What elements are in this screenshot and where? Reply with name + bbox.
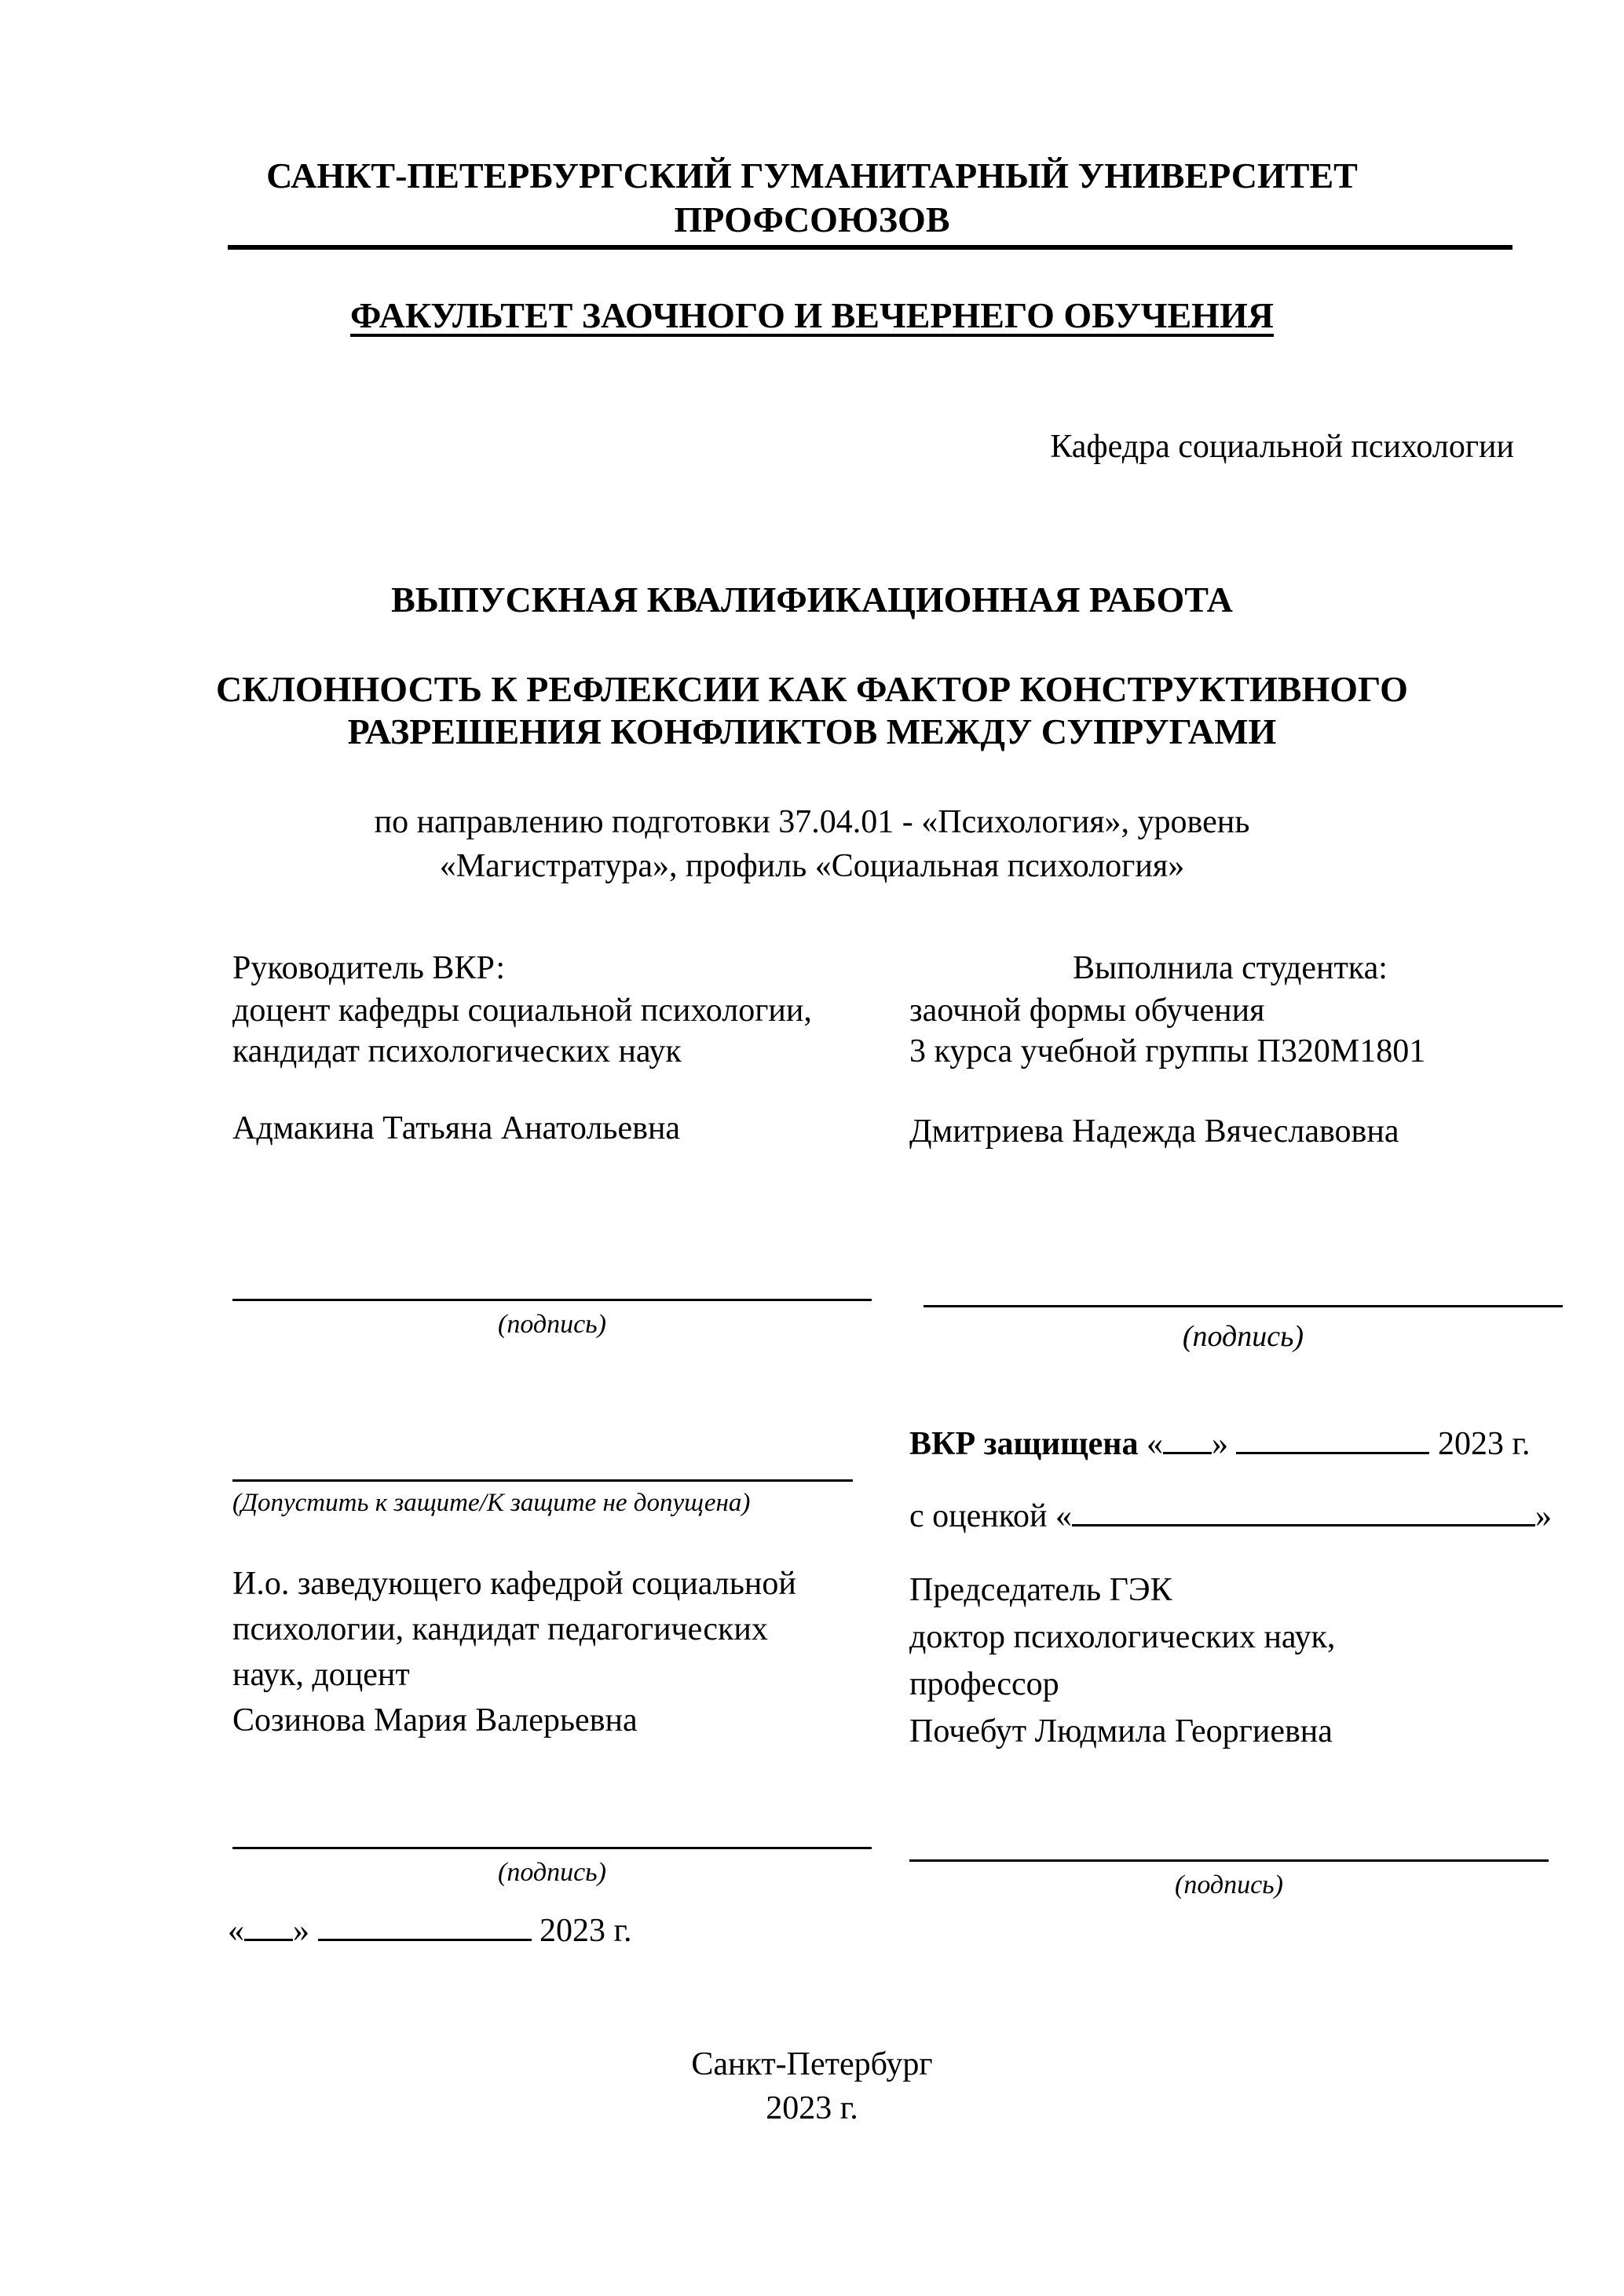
footer-city: Санкт-Петербург: [691, 2046, 933, 2082]
supervisor-heading: Руководитель ВКР:: [232, 950, 506, 986]
defense-date-open-quote: «: [1146, 1426, 1163, 1462]
admission-month-field[interactable]: [318, 1910, 532, 1941]
student-line1: заочной формы обучения: [909, 993, 1265, 1029]
student-name: Дмитриева Надежда Вячеславовна: [909, 1113, 1399, 1150]
commission-chair-line1: Председатель ГЭК: [909, 1572, 1172, 1608]
faculty-name-text: ФАКУЛЬТЕТ ЗАОЧНОГО И ВЕЧЕРНЕГО ОБУЧЕНИЯ: [350, 295, 1274, 335]
department-head-line3: наук, доцент: [232, 1657, 410, 1693]
department-name: Кафедра социальной психологии: [1050, 429, 1514, 465]
student-line2: 3 курса учебной группы П320М1801: [909, 1033, 1426, 1069]
footer-year: 2023 г.: [766, 2090, 858, 2126]
supervisor-position-line1: доцент кафедры социальной психологии,: [232, 993, 812, 1029]
grade-label: с оценкой «: [909, 1498, 1072, 1534]
supervisor-signature-caption: (подпись): [498, 1310, 606, 1339]
commission-chair-line3: профессор: [909, 1666, 1059, 1702]
commission-chair-line2: доктор психологических наук,: [909, 1619, 1336, 1655]
department-head-name: Созинова Мария Валерьевна: [232, 1702, 638, 1738]
defense-label: ВКР защищена: [909, 1426, 1139, 1462]
university-name-line2: ПРОФСОЮЗОВ: [674, 199, 950, 239]
commission-chair-signature-line[interactable]: [909, 1859, 1549, 1862]
supervisor-name: Адмакина Татьяна Анатольевна: [232, 1110, 681, 1146]
department-head-signature-caption: (подпись): [498, 1858, 606, 1887]
defense-date: [909, 1423, 1530, 1465]
university-name-line1: САНКТ-ПЕТЕРБУРГСКИЙ ГУМАНИТАРНЫЙ УНИВЕРСИТЕТ: [266, 155, 1358, 196]
header-rule: [228, 245, 1512, 250]
topic-line2: РАЗРЕШЕНИЯ КОНФЛИКТОВ МЕЖДУ СУПРУГАМИ: [347, 711, 1277, 751]
topic-line1: СКЛОННОСТЬ К РЕФЛЕКСИИ КАК ФАКТОР КОНСТРУКТИВНОГО: [216, 669, 1408, 709]
admission-date-close-quote: »: [293, 1913, 309, 1949]
department-head-line1: И.о. заведующего кафедрой социальной: [232, 1566, 796, 1602]
supervisor-position-line2: кандидат психологических наук: [232, 1033, 682, 1069]
grade-close-quote: »: [1535, 1498, 1552, 1534]
defense-grade: [909, 1495, 1552, 1537]
admission-day-field[interactable]: [244, 1910, 293, 1941]
defense-day-field[interactable]: [1163, 1424, 1212, 1454]
faculty-name: [0, 295, 1624, 336]
admission-caption: (Допустить к защите/К защите не допущена): [232, 1489, 751, 1517]
admission-year: 2023 г.: [540, 1913, 632, 1949]
defense-date-close-quote: »: [1211, 1426, 1228, 1462]
direction-line1: по направлению подготовки 37.04.01 - «Психология», уровень: [374, 804, 1250, 840]
student-heading: Выполнила студентка:: [1073, 950, 1388, 986]
student-signature-caption: (подпись): [1182, 1320, 1304, 1353]
defense-year: 2023 г.: [1437, 1426, 1531, 1462]
admission-date-open-quote: «: [228, 1913, 244, 1949]
student-signature-line[interactable]: [924, 1305, 1563, 1307]
supervisor-signature-line[interactable]: [232, 1299, 872, 1301]
admission-decision-line[interactable]: [232, 1479, 853, 1482]
department-head-line2: психологии, кандидат педагогических: [232, 1611, 768, 1647]
direction-line2: «Магистратура», профиль «Социальная психология»: [439, 848, 1185, 884]
grade-field[interactable]: [1072, 1496, 1535, 1526]
work-type: ВЫПУСКНАЯ КВАЛИФИКАЦИОННАЯ РАБОТА: [391, 579, 1233, 620]
department-head-signature-line[interactable]: [232, 1847, 872, 1849]
commission-chair-name: Почебут Людмила Георгиевна: [909, 1713, 1333, 1749]
commission-chair-signature-caption: (подпись): [1175, 1870, 1283, 1899]
defense-month-field[interactable]: [1236, 1424, 1429, 1454]
admission-date: [228, 1910, 632, 1952]
